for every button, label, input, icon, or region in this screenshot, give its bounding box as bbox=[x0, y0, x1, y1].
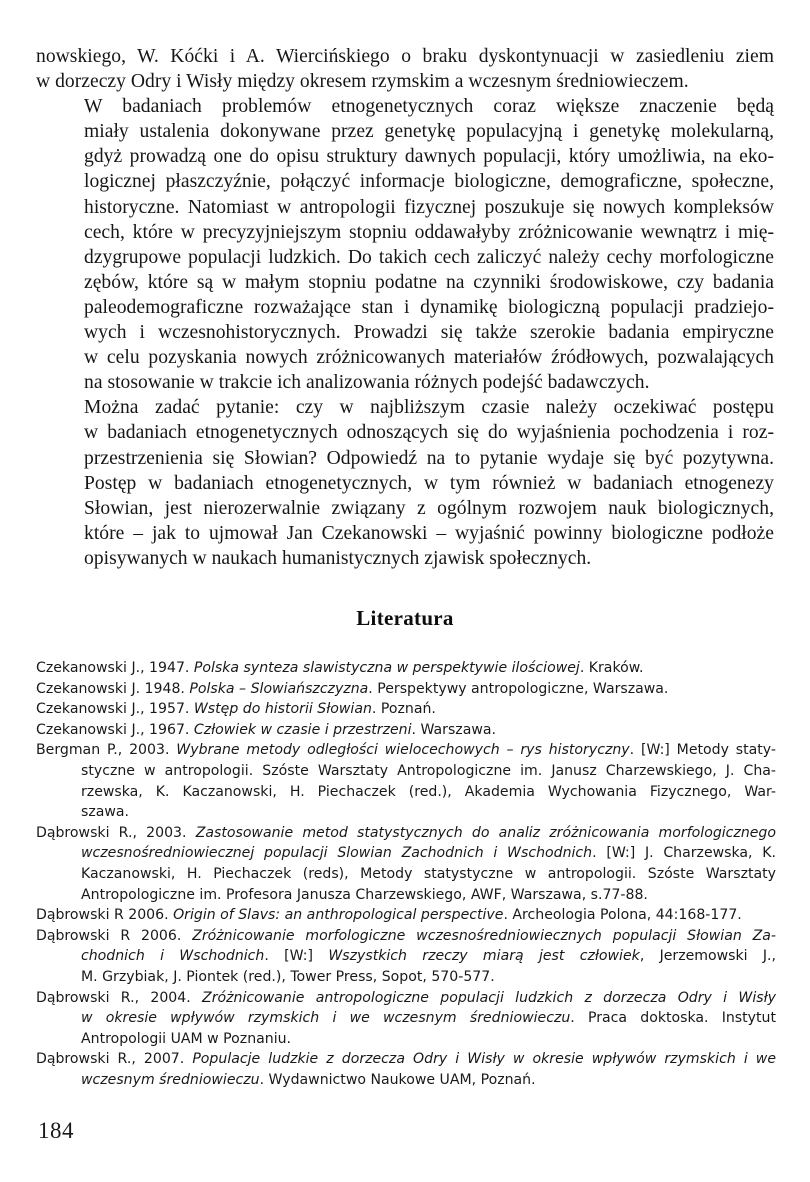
body-line: które – jak to ujmował Jan Czekanowski – wyjaśnić powinny biologiczne podłoże bbox=[84, 522, 774, 544]
bibliography-entry bbox=[36, 699, 776, 720]
bibliography-entry bbox=[36, 823, 776, 905]
body-line: logicznej płaszczyźnie, połączyć informacje biologiczne, demograficzne, społeczne, bbox=[84, 171, 774, 193]
reference-text: Antropologii UAM w Poznaniu. bbox=[81, 1030, 292, 1047]
reference-text: Czekanowski J., 1967. bbox=[36, 721, 194, 738]
title-italic: Polska – Slowiańszczyzna bbox=[189, 680, 369, 697]
reference-text: Czekanowski J., 1957. bbox=[36, 701, 194, 718]
bibliography-line bbox=[36, 905, 776, 926]
body-line: w celu pozyskania nowych zróżnicowanych materiałów źródłowych, pozwalających bbox=[84, 347, 774, 369]
reference-text: Dąbrowski R 2006. bbox=[36, 927, 193, 944]
body-line: paleodemograficzne rozważające stan i dynamikę biologiczną populacji pradziejo- bbox=[84, 296, 774, 318]
reference-text: . Kraków. bbox=[579, 660, 644, 676]
reference-text: Antropologiczne im. Profesora Janusza Charzewskiego, AWF, Warszawa, s.77-88. bbox=[81, 886, 648, 903]
reference-text: . Praca doktoska. Instytut bbox=[570, 1010, 777, 1027]
bibliography-line bbox=[36, 967, 776, 988]
bibliography-entry bbox=[36, 740, 776, 822]
reference-text: . [W:] bbox=[264, 948, 329, 965]
reference-text: . Wydawnictwo Naukowe UAM, Poznań. bbox=[259, 1071, 536, 1088]
bibliography-line bbox=[36, 946, 776, 967]
reference-text: . [W:] J. Charzewska, K. bbox=[592, 845, 776, 862]
reference-text: styczne w antropologii. Szóste Warsztaty Antropologiczne im. Janusz Charzewskiego, J. Cha- bbox=[81, 762, 776, 779]
reference-text: M. Grzybiak, J. Piontek (red.), Tower Press, Sopot, 570-577. bbox=[81, 968, 495, 985]
reference-text: . Archeologia Polona, 44:168-177. bbox=[503, 907, 742, 924]
reference-text: Czekanowski J. 1948. bbox=[36, 680, 190, 697]
bibliography-entry bbox=[36, 1049, 776, 1090]
bibliography-line bbox=[36, 1049, 776, 1070]
page-number: 184 bbox=[38, 1118, 74, 1143]
title-italic: wczesnośredniowiecznej populacji Slowian Zachodnich i Wschodnich bbox=[81, 845, 593, 862]
body-line: cech, które w precyzyjniejszym stopniu oddawałyby zróżnicowanie wewnątrz i mię- bbox=[84, 221, 774, 243]
bibliography-line bbox=[36, 740, 776, 761]
reference-text: szawa. bbox=[81, 804, 130, 821]
bibliography-line bbox=[36, 699, 776, 720]
body-line: na stosowanie w trakcie ich analizowania różnych podejść badawczych. bbox=[84, 372, 650, 394]
reference-text: Kaczanowski, H. Piechaczek (reds), Metody statystyczne w antropologii. Szóste Warsztaty bbox=[81, 865, 776, 882]
bibliography-line bbox=[36, 658, 776, 679]
reference-text: rzewska, K. Kaczanowski, H. Piechaczek (red.), Akademia Wychowania Fizycznego, War- bbox=[81, 783, 776, 800]
reference-text: . Poznań. bbox=[371, 701, 436, 718]
bibliography-line bbox=[36, 864, 776, 885]
body-line: Słowian, jest nierozerwalnie związany z ogólnym rozwojem nauk biologicznych, bbox=[84, 497, 774, 519]
title-italic: Wszystkich rzeczy miarą jest człowiek bbox=[328, 948, 640, 965]
reference-text: Dąbrowski R., 2004. bbox=[36, 989, 203, 1006]
reference-text: Bergman P., 2003. bbox=[36, 742, 177, 759]
bibliography-entry bbox=[36, 905, 776, 926]
title-italic: Polska synteza slawistyczna w perspektywie ilościowej bbox=[193, 660, 580, 676]
bibliography-entry bbox=[36, 679, 776, 700]
bibliography-line bbox=[36, 926, 776, 947]
bibliography-entry bbox=[36, 658, 776, 679]
bibliography-entry bbox=[36, 988, 776, 1050]
reference-text: , Jerzemowski J., bbox=[639, 948, 777, 965]
reference-text: Dąbrowski R., 2007. bbox=[36, 1051, 193, 1068]
reference-text: . [W:] Metody staty- bbox=[629, 742, 776, 759]
body-line: w dorzeczy Odry i Wisły między okresem rzymskim a wczesnym średniowieczem. bbox=[36, 71, 689, 93]
bibliography-line bbox=[36, 720, 776, 741]
body-paragraph bbox=[36, 44, 774, 94]
body-line: Postęp w badaniach etnogenetycznych, w tym również w badaniach etnogenezy bbox=[84, 472, 774, 494]
bibliography-line bbox=[36, 885, 776, 906]
bibliography-entry bbox=[36, 926, 776, 988]
reference-text: . Perspektywy antropologiczne, Warszawa. bbox=[368, 680, 669, 697]
body-line: przestrzenienia się Słowian? Odpowiedź na to pytanie wydaje się być pozytywna. bbox=[84, 447, 774, 469]
bibliography-line bbox=[36, 802, 776, 823]
bibliography-list bbox=[36, 658, 776, 1090]
title-italic: Zróżnicowanie morfologiczne wczesnośredniowiecznych populacji Słowian Za- bbox=[192, 927, 776, 944]
title-italic: Wstęp do historii Słowian bbox=[193, 701, 372, 718]
bibliography-line bbox=[36, 782, 776, 803]
reference-text: Dąbrowski R 2006. bbox=[36, 907, 174, 924]
body-line: nowskiego, W. Kóćki i A. Wiercińskiego o braku dyskontynuacji w zasiedleniu ziem bbox=[36, 46, 774, 67]
bibliography-line bbox=[36, 823, 776, 844]
body-line: miały ustalenia dokonywane przez genetykę populacyjną i genetykę molekularną, bbox=[84, 121, 774, 143]
bibliography-line bbox=[36, 988, 776, 1009]
reference-text: Czekanowski J., 1947. bbox=[36, 660, 194, 676]
body-line: w badaniach etnogenetycznych odnoszących się do wyjaśnienia pochodzenia i roz- bbox=[84, 422, 774, 444]
body-line: Można zadać pytanie: czy w najbliższym czasie należy oczekiwać postępu bbox=[84, 397, 774, 419]
reference-text: Dąbrowski R., 2003. bbox=[36, 824, 196, 841]
title-italic: Populacje ludzkie z dorzecza Odry i Wisły w okresie wpływów rzymskich i we bbox=[192, 1051, 777, 1068]
bibliography-line bbox=[36, 1008, 776, 1029]
body-line: historyczne. Natomiast w antropologii fizycznej poszukuje się nowych kompleksów bbox=[84, 196, 774, 218]
bibliography-line bbox=[36, 761, 776, 782]
body-paragraph bbox=[36, 94, 774, 395]
title-italic: wczesnym średniowieczu bbox=[81, 1071, 260, 1088]
body-paragraph bbox=[36, 395, 774, 571]
bibliography-entry bbox=[36, 720, 776, 741]
title-italic: Zastosowanie metod statystycznych do analiz zróżnicowania morfologicznego bbox=[195, 824, 777, 841]
title-italic: chodnich i Wschodnich bbox=[81, 948, 265, 965]
title-italic: w okresie wpływów rzymskich i we wczesnym średniowieczu bbox=[81, 1010, 571, 1027]
title-italic: Człowiek w czasie i przestrzeni bbox=[193, 721, 412, 738]
title-italic: Origin of Slavs: an anthropological perspective bbox=[173, 907, 504, 924]
literatura-heading: Literatura bbox=[356, 606, 454, 630]
title-italic: Zróżnicowanie antropologiczne populacji ludzkich z dorzecza Odry i Wisły bbox=[202, 989, 776, 1006]
title-italic: Wybrane metody odległości wielocechowych – rys historyczny bbox=[176, 742, 630, 759]
body-text-block bbox=[36, 44, 774, 571]
bibliography-line bbox=[36, 1029, 776, 1050]
bibliography-line bbox=[36, 1070, 776, 1091]
body-line: wych i wczesnohistorycznych. Prowadzi się także szerokie badania empiryczne bbox=[84, 322, 774, 344]
body-line: gdyż prowadzą one do opisu struktury dawnych populacji, który umożliwia, na eko- bbox=[84, 146, 774, 168]
reference-text: . Warszawa. bbox=[411, 721, 496, 738]
bibliography-line bbox=[36, 679, 776, 700]
body-line: opisywanych w naukach humanistycznych zjawisk społecznych. bbox=[84, 547, 592, 569]
body-line: zębów, które są w małym stopniu podatne na czynniki środowiskowe, czy badania bbox=[84, 271, 774, 293]
bibliography-line bbox=[36, 843, 776, 864]
body-line: W badaniach problemów etnogenetycznych coraz większe znaczenie będą bbox=[84, 96, 774, 118]
body-line: dzygrupowe populacji ludzkich. Do takich cech zaliczyć należy cechy morfologiczne bbox=[84, 246, 774, 268]
